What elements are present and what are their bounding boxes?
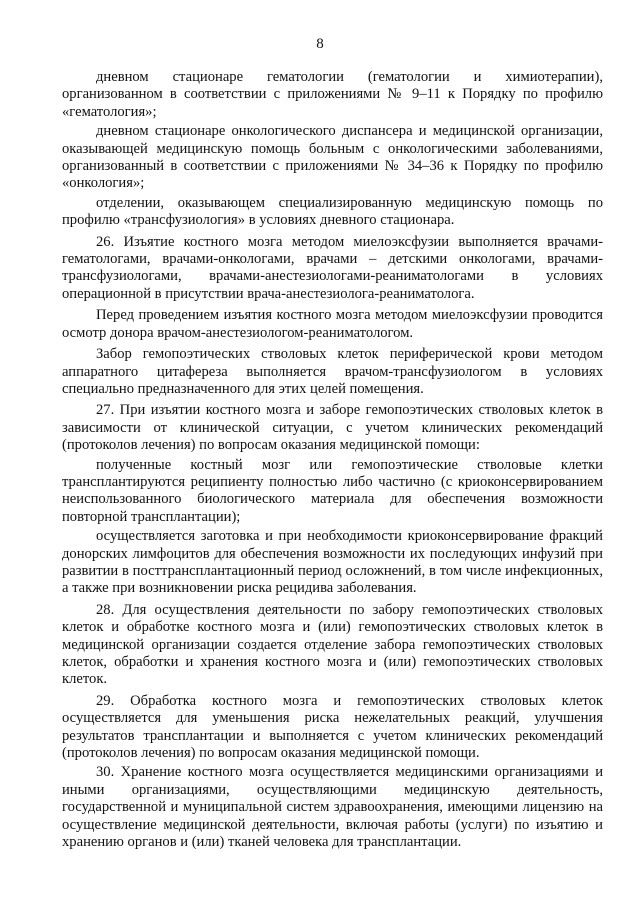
paragraph-hematology-day-hospital: дневном стационаре гематологии (гематологии и химиотерапии), организованном в соответствии с приложениями № 9–11 к Порядку по профилю «гематология»; — [62, 69, 603, 120]
paragraph-30-storage: 30. Хранение костного мозга осуществляется медицинскими организациями и иными организациями, осуществляющими медицинскую деятельность, государственной и муниципальной систем здравоохранения, имеющими лицензию на осуществление медицинской деятельности, включая работы (услуги) по изъятию и хранению органов и (или) тканей человека для трансплантации. — [62, 764, 603, 851]
paragraph-transfusiology-department: отделении, оказывающем специализированную медицинскую помощь по профилю «трансфузиология» в условиях дневного стационара. — [62, 194, 603, 229]
paragraph-stem-cell-collection: Забор гемопоэтических стволовых клеток периферической крови методом аппаратного цитафереза выполняется врачом-трансфузиологом в условиях специально предназначенного для этих целей помещения. — [62, 346, 603, 397]
paragraph-26-bone-marrow-extraction: 26. Изъятие костного мозга методом миелоэксфузии выполняется врачами-гематологами, врачами-онкологами, врачами – детскими онкологами, врачами-трансфузиологами, врачами-анестезиологами-реаниматологами в условиях операционной в присутствии врача-анестезиолога-реаниматолога. — [62, 233, 603, 302]
paragraph-28-collection-department: 28. Для осуществления деятельности по забору гемопоэтических стволовых клеток и обработке костного мозга и (или) гемопоэтических стволовых клеток в медицинской организации создается отделение забора гемопоэтических стволовых клеток, обработки и хранения костного мозга и (или) гемопоэтических стволовых клеток. — [62, 601, 603, 688]
paragraph-oncology-day-hospital: дневном стационаре онкологического диспансера и медицинской организации, оказывающей медицинскую помощь больным с онкологическими заболеваниями, организованный в соответствии с приложениями № 34–36 к Порядку по профилю «онкология»; — [62, 123, 603, 192]
paragraph-lymphocyte-procurement: осуществляется заготовка и при необходимости криоконсервирование фракций донорских лимфоцитов для обеспечения возможности их последующих инфузий при развитии в посттрансплантационный период осложнений, в том числе инфекционных, а также при возникновении риска рецидива заболевания. — [62, 528, 603, 597]
paragraph-29-processing: 29. Обработка костного мозга и гемопоэтических стволовых клеток осуществляется для уменьшения риска нежелательных реакций, улучшения результатов трансплантации и выполняется с учетом клинических рекомендаций (протоколов лечения) по вопросам оказания медицинской помощи. — [62, 692, 603, 762]
body-text — [62, 69, 603, 853]
paragraph-27-clinical-situation: 27. При изъятии костного мозга и заборе гемопоэтических стволовых клеток в зависимости от клинической ситуации, с учетом клинических рекомендаций (протоколов лечения) по вопросам оказания медицинской помощи: — [62, 402, 603, 454]
page-number: 8 — [316, 36, 324, 52]
paragraph-donor-examination: Перед проведением изъятия костного мозга методом миелоэксфузии проводится осмотр донора врачом-анестезиологом-реаниматологом. — [62, 307, 603, 341]
paragraph-transplantation: полученные костный мозг или гемопоэтические стволовые клетки трансплантируются реципиенту полностью либо частично (с криоконсервированием неиспользованного биологического материала для обеспечения возможности повторной трансплантации); — [62, 456, 603, 525]
